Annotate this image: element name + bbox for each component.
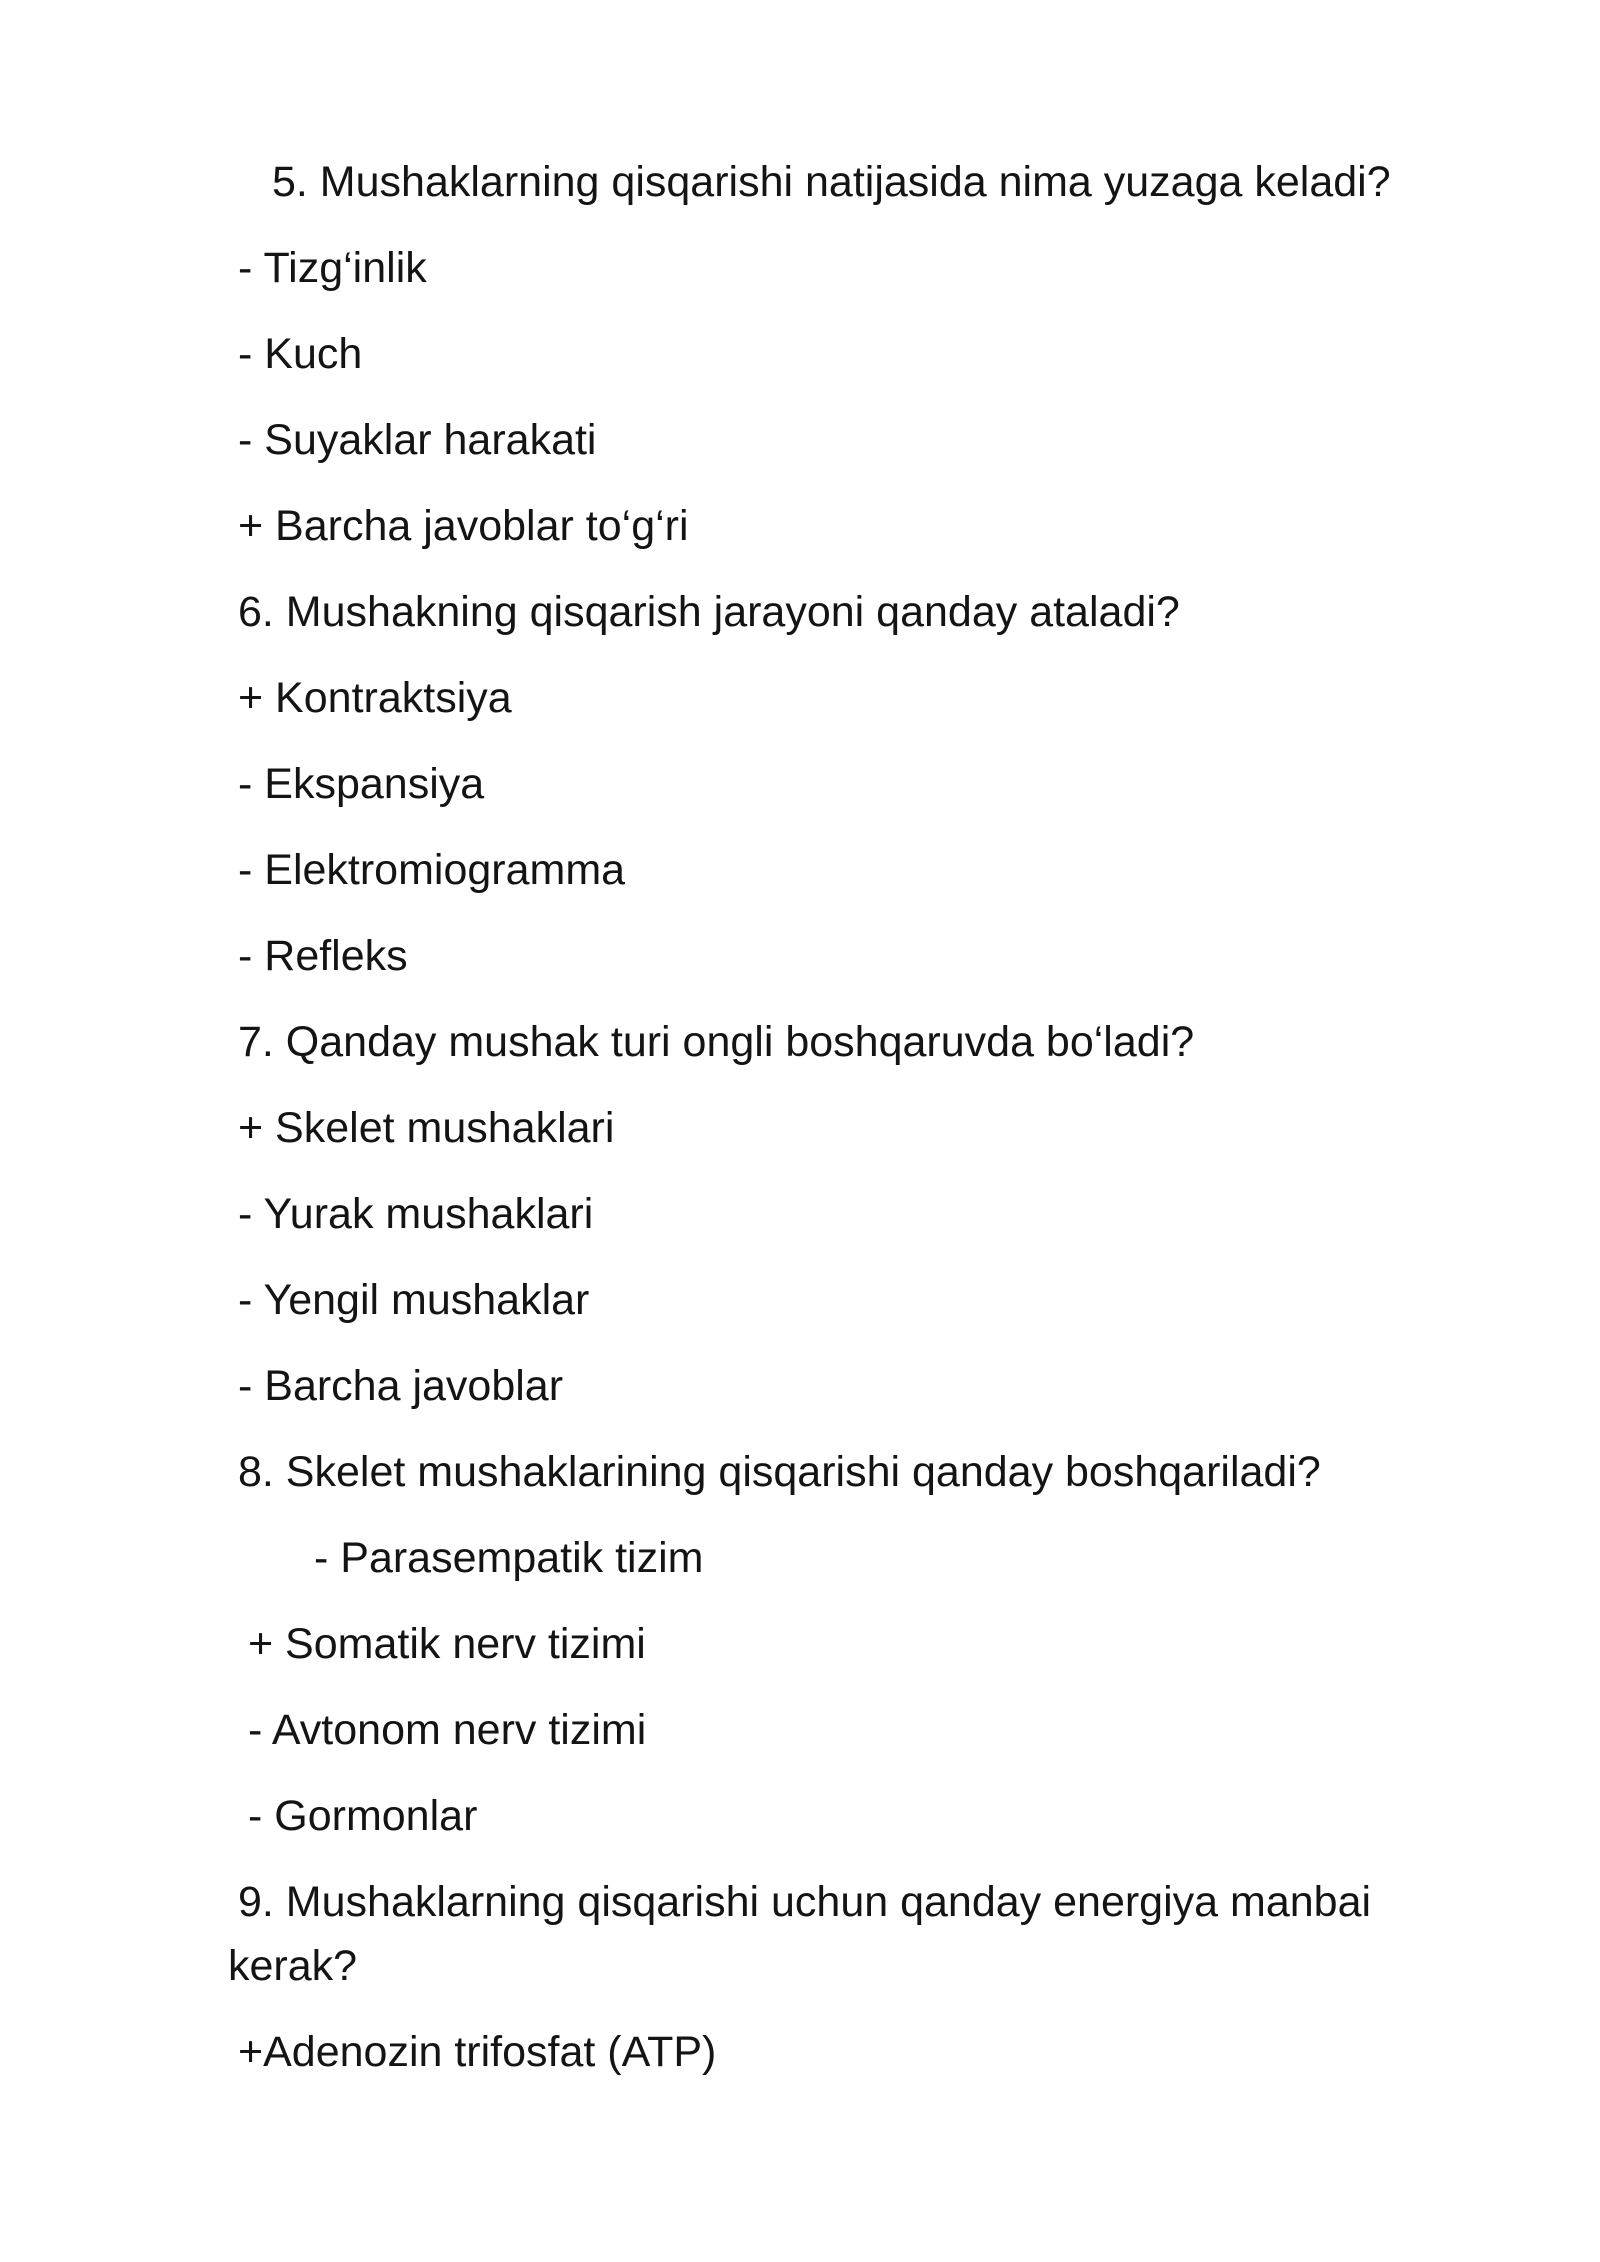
answer-option-correct: + Somatik nerv tizimi [248, 1620, 646, 1668]
answer-option: - Ekspansiya [238, 760, 485, 808]
answer-option: - Yurak mushaklari [238, 1190, 594, 1238]
answer-option: - Gormonlar [248, 1792, 478, 1840]
answer-option: - Yengil mushaklar [238, 1276, 590, 1324]
answer-option: - Tizg‘inlik [238, 244, 427, 292]
answer-option: - Suyaklar harakati [238, 416, 597, 464]
answer-option: - Avtonom nerv tizimi [248, 1706, 647, 1754]
answer-option: - Elektromiogramma [238, 846, 626, 894]
question-5: 5. Mushaklarning qisqarishi natijasida nima yuzaga keladi? [272, 158, 1391, 206]
answer-option-correct: + Kontraktsiya [238, 674, 512, 722]
question-9: 9. Mushaklarning qisqarishi uchun qanday energiya manbai kerak? [228, 1878, 1372, 1990]
answer-option: - Kuch [238, 330, 363, 378]
answer-option: - Parasempatik tizim [314, 1534, 704, 1582]
answer-option-correct: + Skelet mushaklari [238, 1104, 615, 1152]
question-6: 6. Mushakning qisqarish jarayoni qanday ataladi? [238, 588, 1180, 636]
question-8: 8. Skelet mushaklarining qisqarishi qanday boshqariladi? [238, 1448, 1321, 1496]
answer-option: - Barcha javoblar [238, 1362, 564, 1410]
question-7: 7. Qanday mushak turi ongli boshqaruvda bo‘ladi? [238, 1018, 1195, 1066]
answer-option-correct: +Adenozin trifosfat (ATP) [238, 2028, 717, 2076]
answer-option: - Refleks [238, 932, 408, 980]
answer-option-correct: + Barcha javoblar to‘g‘ri [238, 502, 689, 550]
